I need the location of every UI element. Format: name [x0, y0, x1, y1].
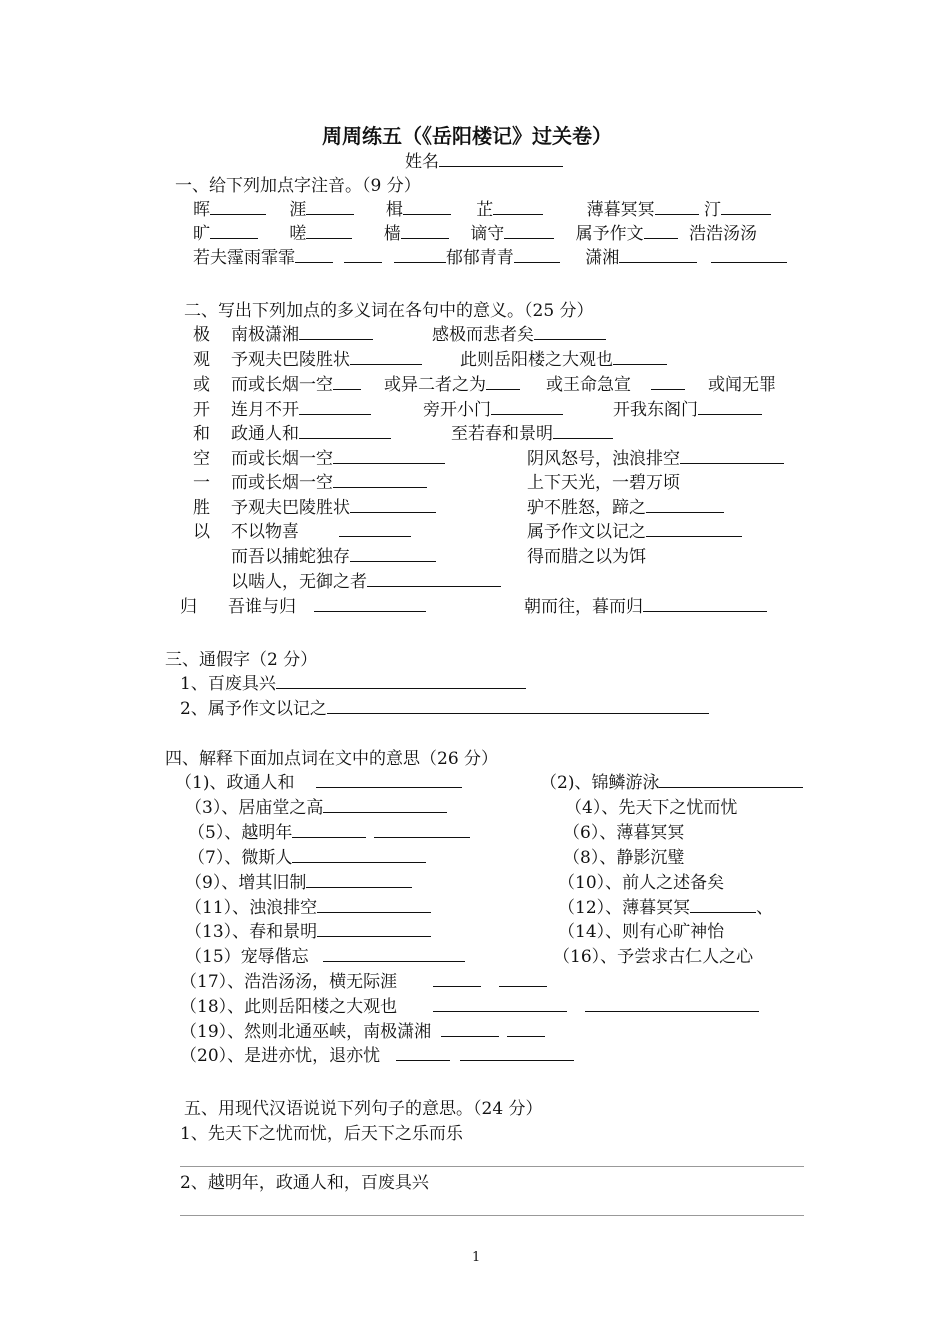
explain-item: （9）、增其旧制 — [185, 871, 412, 895]
translate-item-1: 1、先天下之忧而忧，后天下之乐而乐 — [180, 1124, 463, 1144]
section-3-heading: 三、通假字（2 分） — [165, 650, 318, 670]
explain-item: （2)、锦鳞游泳 — [540, 771, 803, 795]
section-2-heading: 二、写出下列加点的多义词在各句中的意义。（25 分） — [184, 301, 594, 321]
polysemy-key: 和 — [193, 424, 210, 444]
polysemy-item: 此则岳阳楼之大观也 — [460, 348, 667, 372]
name-field[interactable] — [405, 150, 563, 174]
explain-item: （10）、前人之述备矣 — [558, 873, 725, 893]
explain-item: （12）、薄暮冥冥 、 — [558, 898, 774, 918]
explain-item: （6）、薄暮冥冥 — [563, 823, 685, 843]
explain-item: （14）、则有心旷神怡 — [558, 922, 725, 942]
polysemy-item: 上下天光，一碧万顷 — [527, 473, 680, 493]
polysemy-key: 极 — [193, 325, 210, 345]
answer-line[interactable] — [180, 1215, 804, 1216]
polysemy-key: 归 — [180, 597, 197, 617]
explain-item: （5）、越明年 — [188, 821, 470, 845]
explain-item: （18）、此则岳阳楼之大观也 — [180, 995, 759, 1019]
polysemy-key: 空 — [193, 449, 210, 469]
polysemy-key: 以 — [193, 522, 210, 542]
polysemy-item: 朝而往，暮而归 — [524, 595, 767, 619]
explain-item: （4）、先天下之忧而忧 — [565, 798, 738, 818]
page-title: 周周练五（《岳阳楼记》过关卷） — [322, 124, 612, 148]
answer-line[interactable] — [180, 1166, 804, 1167]
polysemy-item: 吾谁与归 — [228, 595, 426, 619]
polysemy-item: 南极潇湘 — [231, 323, 373, 347]
polysemy-item: 或闻无罪 — [708, 375, 776, 395]
explain-item: （11）、浊浪排空 — [185, 896, 431, 920]
tongjia-item-2: 2、属予作文以记之 — [180, 697, 709, 721]
polysemy-item: 予观夫巴陵胜状 — [231, 496, 436, 520]
explain-item: （16）、予尝求古仁人之心 — [553, 947, 754, 967]
polysemy-item: 政通人和 — [231, 422, 391, 446]
polysemy-item: 不以物喜 — [231, 520, 411, 544]
explain-item: （1)、政通人和 — [175, 771, 462, 795]
polysemy-key: 观 — [193, 350, 210, 370]
section-5-heading: 五、用现代汉语说说下列句子的意思。（24 分） — [184, 1099, 543, 1119]
explain-item: （3）、居庙堂之高 — [185, 796, 447, 820]
polysemy-item: 予观夫巴陵胜状 — [231, 348, 422, 372]
polysemy-item: 以啮人，无御之者 — [231, 570, 501, 594]
polysemy-item: 属予作文以记之 — [527, 520, 742, 544]
polysemy-item: 而或长烟一空 — [231, 447, 445, 471]
polysemy-item: 开我东阁门 — [613, 398, 762, 422]
explain-item: （15）宠辱偕忘 — [185, 945, 465, 969]
polysemy-key: 开 — [193, 400, 210, 420]
section-1-row-3: 若夫霪雨霏霏 郁郁青青 潇湘 — [193, 246, 787, 270]
polysemy-item: 或异二者之为 — [384, 373, 520, 397]
polysemy-item: 至若春和景明 — [451, 422, 613, 446]
section-4-heading: 四、解释下面加点词在文中的意思（26 分） — [165, 749, 499, 769]
tongjia-item-1: 1、百废具兴 — [180, 672, 526, 696]
explain-item: （13）、春和景明 — [185, 920, 431, 944]
section-1-row-1: 晖 涯 楫 芷 薄暮冥冥 汀 — [193, 198, 771, 222]
polysemy-key: 胜 — [193, 498, 210, 518]
polysemy-key: 一 — [193, 473, 210, 493]
page-number: 1 — [472, 1250, 481, 1265]
polysemy-item: 感极而悲者矣 — [432, 323, 606, 347]
translate-item-2: 2、越明年，政通人和，百废具兴 — [180, 1173, 429, 1193]
explain-item: （19）、然则北通巫峡，南极潇湘 — [180, 1020, 545, 1044]
polysemy-item: 旁开小门 — [423, 398, 563, 422]
polysemy-item: 而或长烟一空 — [231, 373, 361, 397]
polysemy-item: 得而腊之以为饵 — [527, 547, 646, 567]
polysemy-item: 连月不开 — [231, 398, 371, 422]
section-1-heading: 一、给下列加点字注音。（9 分） — [175, 176, 421, 196]
polysemy-item: 或王命急宣 — [546, 373, 685, 397]
section-1-row-2: 旷 嗟 樯 谪守 属予作文 浩浩汤汤 — [193, 224, 758, 244]
polysemy-item: 驴不胜怒，蹄之 — [527, 496, 724, 520]
polysemy-item: 阴风怒号，浊浪排空 — [527, 447, 784, 471]
name-label: 姓名 — [405, 152, 439, 172]
polysemy-item: 而或长烟一空 — [231, 471, 427, 495]
explain-item: （20）、是进亦忧，退亦忧 — [180, 1044, 574, 1068]
polysemy-key: 或 — [193, 375, 210, 395]
polysemy-item: 而吾以捕蛇独存 — [231, 545, 436, 569]
explain-item: （8）、静影沉璧 — [563, 848, 685, 868]
explain-item: （17）、浩浩汤汤，横无际涯 — [180, 970, 547, 994]
explain-item: （7）、微斯人 — [188, 846, 426, 870]
